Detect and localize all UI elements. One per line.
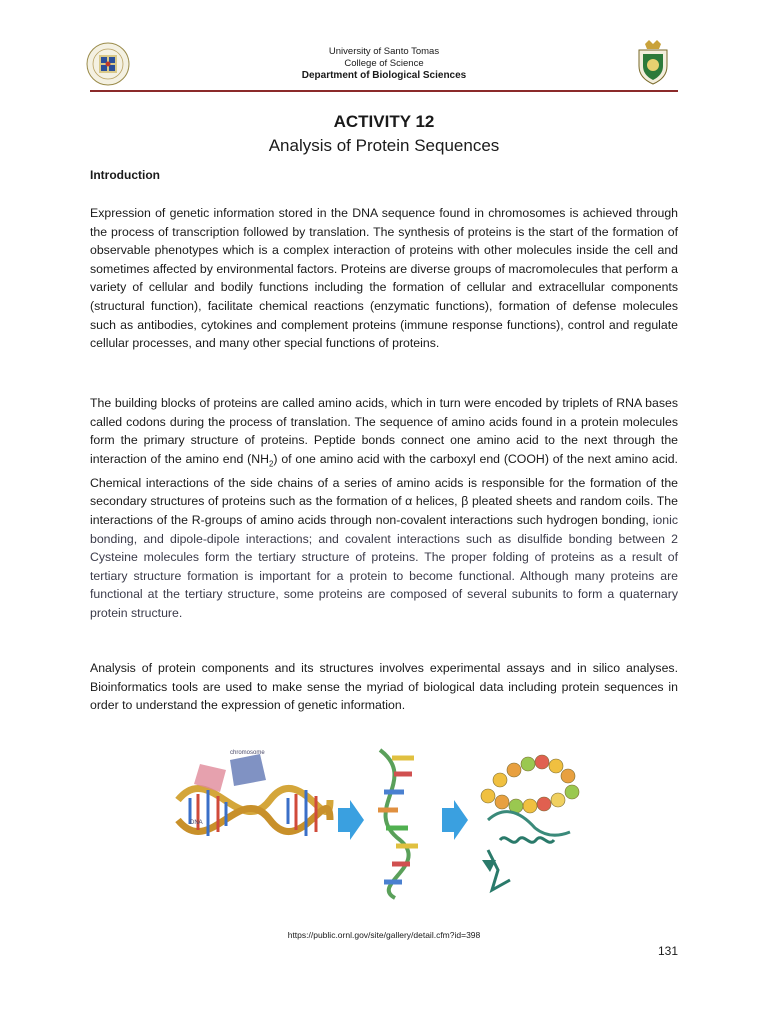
page-header xyxy=(0,0,768,96)
rna-strand-illustration xyxy=(378,750,418,898)
department-name: Department of Biological Sciences xyxy=(301,70,467,81)
protein-chain-illustration xyxy=(481,755,579,890)
paragraph-amino-acids-part-b: ) of one amino acid with the carboxyl end (COOH) of the next amino acid. Chemical interactions of the side chains of a series of amino acids is responsible for the formation of the secondary structures of proteins such as the formation of α helices, β pleated sheets and random coils. The interactions of the R-groups of amino acids through non-covalent interactions such hydrogen bonding, xyxy=(90,451,678,528)
nh2-subscript: 2 xyxy=(268,459,274,469)
paragraph-bioinformatics: Analysis of protein components and its structures involves experimental assays and in silico analyses. Bioinformatics tools are used to make sense the myriad of biological data including protein sequences in order to understand the expression of genetic information. xyxy=(90,661,678,713)
dna-to-protein-figure xyxy=(170,740,598,900)
paragraph-amino-acids xyxy=(90,394,678,623)
activity-subtitle: Analysis of Protein Sequences xyxy=(268,136,500,155)
paragraph-amino-acids-part-a: The building blocks of proteins are called amino acids, which in turn were encoded by triplets of RNA bases called codons during the process of translation. The sequence of amino acids found in a protein molecules form the primary structure of proteins. Peptide bonds connect one amino acid to the next through the interaction of the amino end (NH xyxy=(90,396,678,466)
activity-title: ACTIVITY 12 xyxy=(333,112,435,131)
figure-caption-url: https://public.ornl.gov/site/gallery/detail.cfm?id=398 xyxy=(287,930,481,940)
section-heading: Introduction xyxy=(90,168,160,182)
paragraph-expression: Expression of genetic information stored in the DNA sequence found in chromosomes is achieved through the process of transcription followed by translation. The synthesis of proteins is the start of the formation of observable phenotypes which is a complex interaction of proteins with other molecules inside the cell and sometimes affected by environmental factors. Proteins are diverse groups of macromolecules that perform a variety of cellular and bodily functions including the formation of cellular and extracellular components (structural function), facilitate chemical reactions (enzymatic functions), formation of defense molecules such as antibodies, cytokines and complement proteins (immune response functions), control and regulate cellular processes, and many other special functions of proteins. xyxy=(90,206,678,351)
college-crest-logo xyxy=(633,38,673,86)
paragraph-amino-acids-part-c: ionic bonding, and dipole-dipole interactions; and covalent interactions such as disulfide bonding between 2 Cysteine molecules form the tertiary structure of proteins. The proper folding of proteins as a result of tertiary structure formation is important for a protein to become functional. Although many proteins are functional at the tertiary structure, some proteins are composed of several subunits to form a quaternary protein structure. xyxy=(90,513,678,620)
dna-label: DNA xyxy=(190,820,203,826)
chromosome-label: chromosome xyxy=(230,750,265,756)
arrow-right-icon xyxy=(442,800,468,840)
header-divider xyxy=(90,90,678,92)
college-name: College of Science xyxy=(344,58,424,69)
page-number: 131 xyxy=(657,944,678,958)
dna-helix-illustration xyxy=(178,750,330,836)
university-name: University of Santo Tomas xyxy=(328,46,440,57)
arrow-right-icon xyxy=(338,800,364,840)
